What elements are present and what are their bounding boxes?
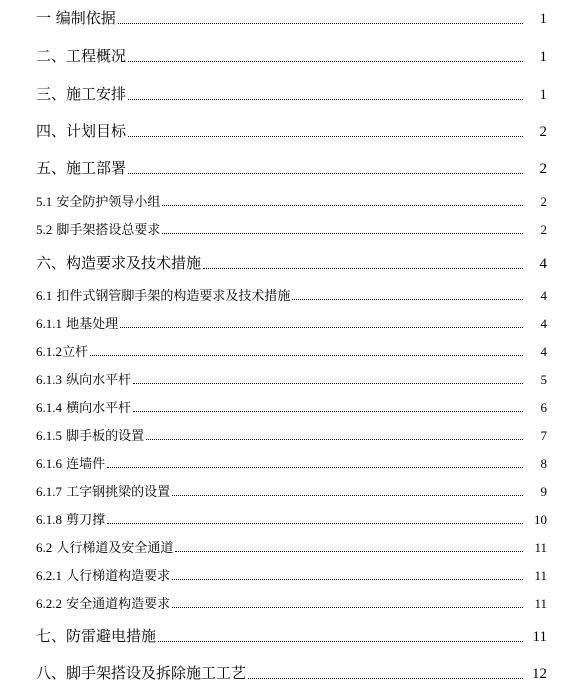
toc-entry-text: 安全防护领导小组	[52, 195, 161, 210]
toc-entry-page: 4	[539, 256, 547, 272]
toc-entry-6[interactable]	[0, 251, 583, 273]
toc-entry-5[interactable]	[0, 156, 583, 178]
toc-entry-number: 6.1.8	[36, 512, 62, 527]
toc-entry-title	[0, 397, 131, 416]
toc-entry-page: 11	[534, 568, 547, 583]
toc-entry-6-2-1[interactable]	[0, 564, 583, 584]
toc-entry-6-1-7[interactable]	[0, 480, 583, 500]
toc-entry-6-1-5[interactable]	[0, 424, 583, 444]
dot-leader	[146, 439, 523, 440]
toc-entry-page: 2	[540, 194, 547, 209]
toc-entry-title: 三、施工安排	[36, 85, 127, 103]
toc-entry-6-1-4[interactable]	[0, 396, 583, 416]
toc-entry-number: 6.1.7	[36, 484, 62, 499]
toc-entry-text: 纵向水平杆	[62, 373, 132, 388]
dot-leader	[128, 99, 523, 100]
toc-entry-5-2[interactable]	[0, 218, 583, 238]
dot-leader	[120, 327, 523, 328]
dot-leader	[292, 299, 523, 300]
toc-entry-title	[0, 191, 160, 210]
toc-entry-page: 2	[540, 222, 547, 237]
toc-entry-5-1[interactable]	[0, 190, 583, 210]
dot-leader	[133, 411, 523, 412]
toc-entry-number: 6.1.2	[36, 344, 62, 359]
toc-entry-text: 横向水平杆	[62, 401, 132, 416]
toc-entry-6-1[interactable]	[0, 284, 583, 304]
toc-entry-page: 9	[540, 484, 547, 499]
toc-entry-text: 工字钢挑梁的设置	[62, 485, 171, 500]
dot-leader	[128, 136, 523, 137]
toc-entry-title: 一 编制依据	[36, 9, 116, 27]
dot-leader	[172, 607, 523, 608]
toc-entry-2[interactable]	[0, 44, 583, 66]
toc-entry-text: 地基处理	[62, 317, 119, 332]
dot-leader	[133, 383, 523, 384]
toc-entry-text: 剪刀撑	[62, 513, 106, 528]
toc-entry-title	[0, 285, 290, 304]
toc-entry-number: 6.1.6	[36, 456, 62, 471]
toc-entry-page: 4	[540, 316, 547, 331]
toc-entry-text: 脚手板的设置	[62, 429, 145, 444]
dot-leader	[172, 495, 523, 496]
toc-entry-3[interactable]	[0, 82, 583, 104]
toc-entry-title: 二、工程概况	[36, 47, 127, 65]
dot-leader	[162, 233, 523, 234]
dot-leader	[118, 23, 523, 24]
toc-entry-text: 立杆	[62, 345, 89, 360]
dot-leader	[128, 173, 523, 174]
toc-entry-page: 5	[540, 372, 547, 387]
toc-entry-7[interactable]	[0, 624, 583, 646]
toc-entry-text: 人行梯道构造要求	[62, 569, 171, 584]
dot-leader	[175, 551, 523, 552]
toc-entry-title: 五、施工部署	[36, 159, 127, 177]
toc-entry-title: 六、构造要求及技术措施	[36, 254, 202, 272]
toc-entry-text: 脚手架搭设总要求	[52, 223, 161, 238]
toc-entry-title: 四、计划目标	[36, 122, 127, 140]
toc-entry-text: 人行梯道及安全通道	[52, 541, 174, 556]
toc-entry-text: 扣件式钢管脚手架的构造要求及技术措施	[52, 289, 291, 304]
toc-entry-text: 安全通道构造要求	[62, 597, 171, 612]
toc-entry-page: 10	[534, 512, 547, 527]
toc-entry-1[interactable]	[0, 6, 583, 28]
toc-entry-title	[0, 537, 173, 556]
toc-entry-page: 4	[540, 344, 547, 359]
toc-entry-title	[0, 369, 131, 388]
dot-leader	[172, 579, 523, 580]
toc-entry-title	[0, 481, 170, 500]
toc-entry-6-1-1[interactable]	[0, 312, 583, 332]
dot-leader	[203, 268, 523, 269]
toc-entry-number: 6.1.1	[36, 316, 62, 331]
toc-entry-title	[0, 565, 170, 584]
toc-entry-title	[0, 509, 105, 528]
toc-entry-6-1-3[interactable]	[0, 368, 583, 388]
dot-leader	[128, 61, 523, 62]
toc-entry-6-2-2[interactable]	[0, 592, 583, 612]
toc-entry-title	[0, 313, 118, 332]
toc-entry-title	[0, 593, 170, 612]
toc-entry-page: 2	[539, 161, 547, 177]
toc-entry-page: 8	[540, 456, 547, 471]
toc-entry-page: 1	[539, 11, 547, 27]
toc-entry-page: 7	[540, 428, 547, 443]
toc-entry-page: 12	[532, 666, 547, 682]
toc-entry-6-1-2[interactable]	[0, 340, 583, 360]
toc-entry-title	[0, 341, 88, 360]
toc-entry-page: 11	[534, 596, 547, 611]
toc-entry-title	[0, 453, 105, 472]
toc-entry-8[interactable]	[0, 661, 583, 683]
toc-entry-number: 6.1.3	[36, 372, 62, 387]
toc-entry-page: 1	[539, 49, 547, 65]
toc-entry-number: 6.2	[36, 540, 53, 555]
toc-entry-text: 连墙件	[62, 457, 106, 472]
toc-entry-number: 6.2.1	[36, 568, 62, 583]
toc-entry-page: 1	[539, 87, 547, 103]
toc-entry-page: 11	[532, 629, 547, 645]
dot-leader	[90, 355, 523, 356]
toc-entry-4[interactable]	[0, 119, 583, 141]
toc-entry-title	[0, 219, 160, 238]
toc-entry-number: 5.2	[36, 222, 53, 237]
dot-leader	[248, 678, 523, 679]
toc-entry-number: 6.1.4	[36, 400, 62, 415]
dot-leader	[158, 641, 523, 642]
toc-entry-number: 5.1	[36, 194, 53, 209]
toc-entry-page: 11	[534, 540, 547, 555]
toc-entry-number: 6.2.2	[36, 596, 62, 611]
toc-entry-title: 七、防雷避电措施	[36, 627, 157, 645]
toc-entry-6-1-8[interactable]	[0, 508, 583, 528]
toc-entry-number: 6.1	[36, 288, 53, 303]
toc-entry-page: 2	[539, 124, 547, 140]
toc-entry-page: 4	[540, 288, 547, 303]
toc-entry-page: 6	[540, 400, 547, 415]
toc-entry-number: 6.1.5	[36, 428, 62, 443]
dot-leader	[107, 523, 523, 524]
dot-leader	[107, 467, 523, 468]
toc-entry-6-2[interactable]	[0, 536, 583, 556]
toc-entry-title	[0, 425, 144, 444]
toc-entry-6-1-6[interactable]	[0, 452, 583, 472]
dot-leader	[162, 205, 523, 206]
toc-entry-title: 八、脚手架搭设及拆除施工工艺	[36, 664, 247, 682]
